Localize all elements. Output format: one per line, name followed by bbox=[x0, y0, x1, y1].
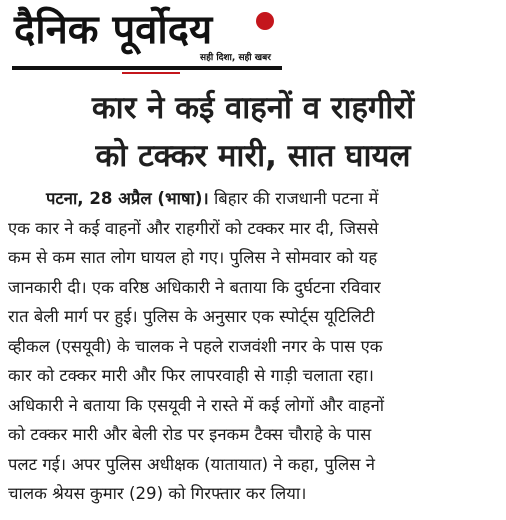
article-dateline: पटना, 28 अप्रैल (भाषा)। bbox=[46, 189, 209, 208]
headline-line-1: कार ने कई वाहनों व राहगीरों bbox=[91, 90, 415, 126]
article-line: कार को टक्कर मारी और फिर लापरवाही से गाड़ी चलाता रहा। bbox=[8, 366, 374, 385]
article-line-text: बिहार की राजधानी पटना में bbox=[208, 189, 379, 208]
article-line: चालक श्रेयस कुमार (29) को गिरफ्तार कर लिया। bbox=[8, 484, 307, 503]
masthead bbox=[0, 0, 506, 80]
article-line: रात बेली मार्ग पर हुई। पुलिस के अनुसार एक स्पोर्ट्स यूटिलिटी bbox=[8, 307, 375, 326]
article-line: जानकारी दी। एक वरिष्ठ अधिकारी ने बताया कि दुर्घटना रविवार bbox=[8, 277, 381, 297]
masthead-accent-rule bbox=[122, 72, 180, 74]
newspaper-name: दैनिक पूर्वोदय bbox=[14, 7, 213, 53]
article-line: व्हीकल (एसयूवी) के चालक ने पहले राजवंशी नगर के पास एक bbox=[8, 336, 383, 356]
headline-line-2: को टक्कर मारी, सात घायल bbox=[95, 138, 411, 174]
headline bbox=[0, 84, 506, 180]
article-line: पलट गई। अपर पुलिस अधीक्षक (यातायात) ने कहा, पुलिस ने bbox=[8, 454, 375, 474]
article-line: को टक्कर मारी और बेली रोड पर इनकम टैक्स चौराहे के पास bbox=[8, 425, 372, 444]
masthead-rule bbox=[12, 66, 282, 70]
article-line: अधिकारी ने बताया कि एसयूवी ने रास्ते में कई लोगों और वाहनों bbox=[8, 395, 385, 415]
article-line bbox=[8, 184, 498, 214]
masthead-seal-icon bbox=[256, 12, 274, 30]
masthead-tagline: सही दिशा, सही खबर bbox=[200, 53, 271, 63]
article-line: एक कार ने कई वाहनों और राहगीरों को टक्कर मार दी, जिससे bbox=[8, 218, 379, 238]
article-line: कम से कम सात लोग घायल हो गए। पुलिस ने सोमवार को यह bbox=[8, 248, 378, 267]
article-body bbox=[8, 184, 498, 509]
